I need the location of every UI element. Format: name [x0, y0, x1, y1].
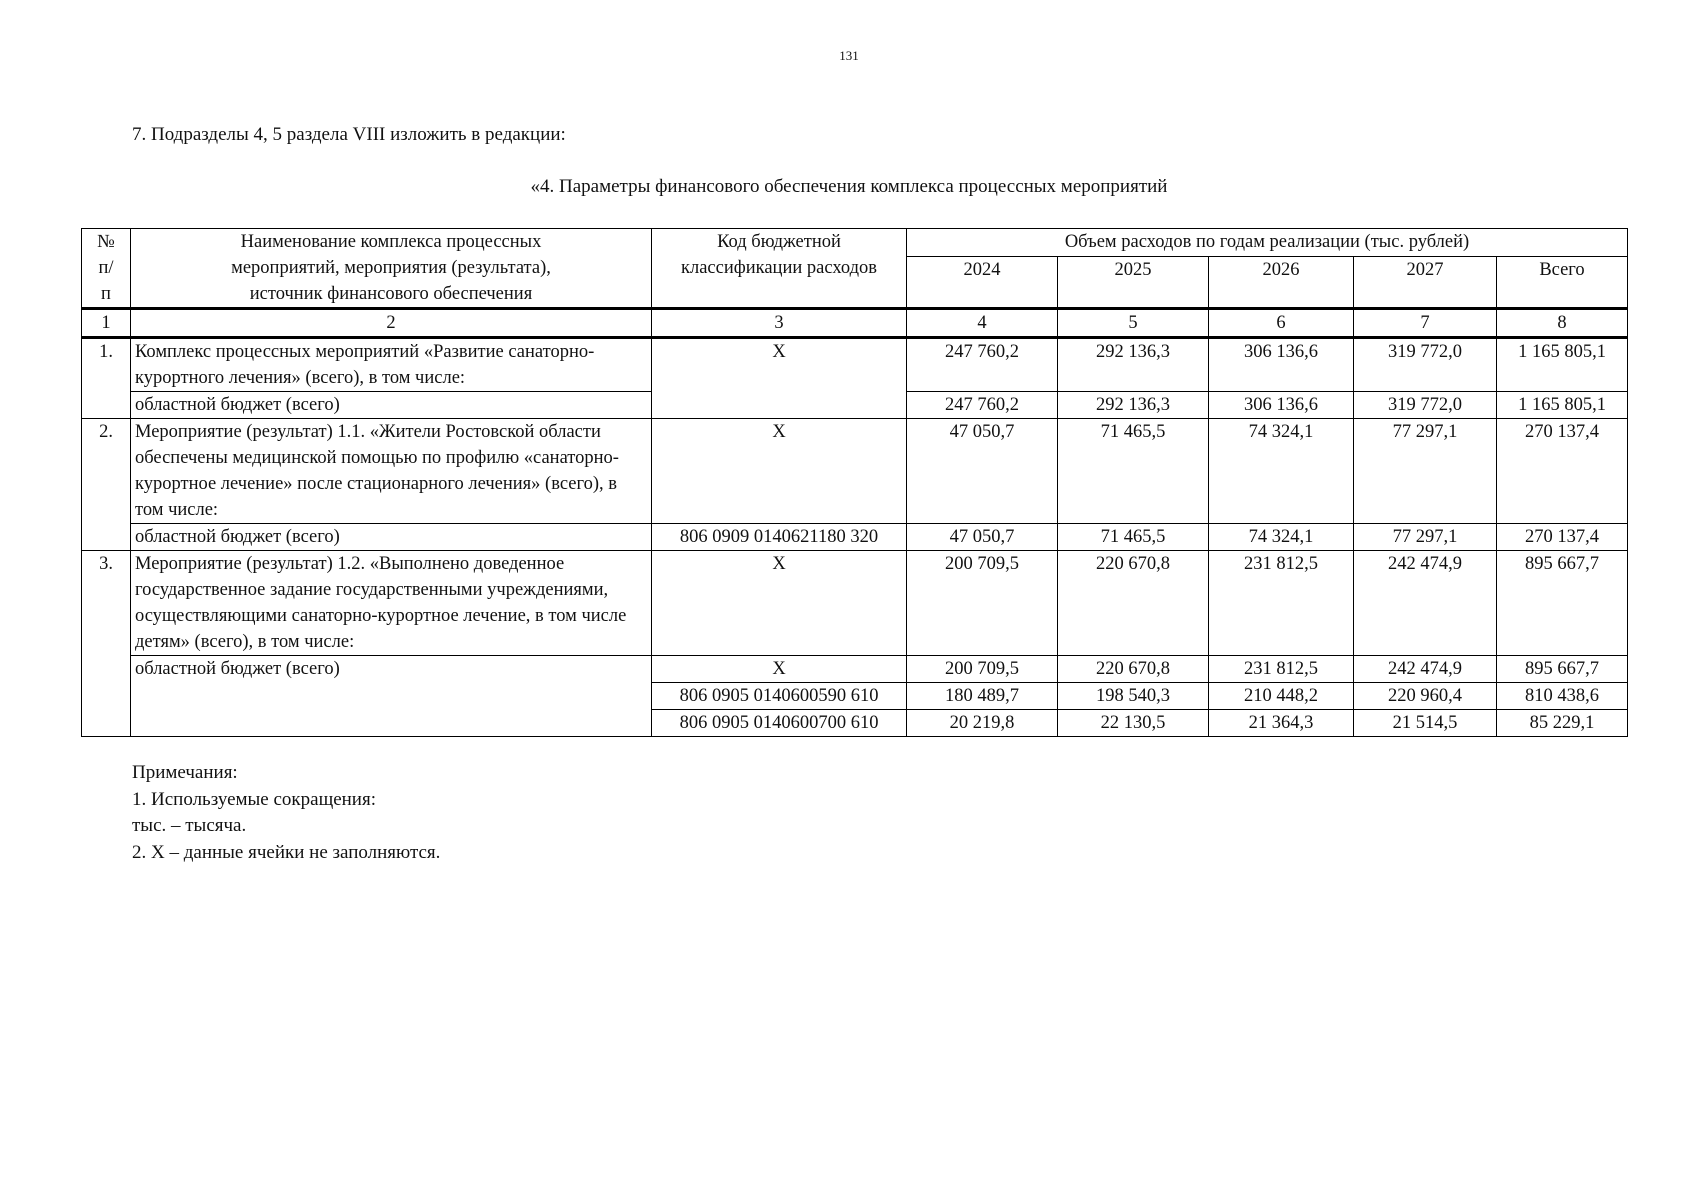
value-cell: 231 812,5	[1209, 551, 1354, 656]
finance-table	[81, 228, 1628, 737]
value-cell: 71 465,5	[1058, 419, 1209, 524]
row-name: областной бюджет (всего)	[131, 524, 652, 551]
notes-heading: Примечания:	[132, 762, 238, 783]
total-cell: 1 165 805,1	[1497, 338, 1628, 392]
value-cell: 319 772,0	[1354, 338, 1497, 392]
column-number: 3	[652, 309, 907, 338]
row-name: Мероприятие (результат) 1.1. «Жители Ростовской области обеспечены медицинской помощью по профилю «санаторно-курортное лечение» после стационарного лечения» (всего), в том числе:	[131, 419, 652, 524]
table-title: «4. Параметры финансового обеспечения комплекса процессных мероприятий	[530, 176, 1168, 197]
row-code: 806 0905 0140600700 610	[652, 710, 907, 737]
value-cell: 306 136,6	[1209, 392, 1354, 419]
total-cell: 270 137,4	[1497, 524, 1628, 551]
value-cell: 71 465,5	[1058, 524, 1209, 551]
header-name: Наименование комплекса процессных мероприятий, мероприятия (результата), источник финансового обеспечения	[131, 229, 652, 309]
column-number: 2	[131, 309, 652, 338]
value-cell: 22 130,5	[1058, 710, 1209, 737]
value-cell: 231 812,5	[1209, 656, 1354, 683]
row-name: Комплекс процессных мероприятий «Развитие санаторно-курортного лечения» (всего), в том числе:	[131, 338, 652, 392]
value-cell: 319 772,0	[1354, 392, 1497, 419]
value-cell: 74 324,1	[1209, 524, 1354, 551]
total-cell: 270 137,4	[1497, 419, 1628, 524]
note-item: 1. Используемые сокращения:	[132, 788, 376, 810]
total-cell: 895 667,7	[1497, 551, 1628, 656]
value-cell: 200 709,5	[907, 551, 1058, 656]
row-name: областной бюджет (всего)	[131, 656, 652, 737]
column-number: 4	[907, 309, 1058, 338]
header-year: 2025	[1058, 257, 1209, 309]
value-cell: 247 760,2	[907, 338, 1058, 392]
column-number: 5	[1058, 309, 1209, 338]
note-item: 2. X – данные ячейки не заполняются.	[132, 841, 441, 863]
total-cell: 895 667,7	[1497, 656, 1628, 683]
row-code: X	[652, 419, 907, 524]
header-row-1	[82, 229, 1628, 257]
row-code: 806 0905 0140600590 610	[652, 683, 907, 710]
row-name: Мероприятие (результат) 1.2. «Выполнено доведенное государственное задание государственными учреждениями, осуществляющими санаторно-курортное лечение, в том числе детям» (всего), в том числе:	[131, 551, 652, 656]
header-total: Всего	[1497, 257, 1628, 309]
intro-text: 7. Подразделы 4, 5 раздела VIII изложить в редакции:	[132, 124, 566, 145]
table-row	[82, 419, 1628, 524]
value-cell: 220 670,8	[1058, 656, 1209, 683]
header-year: 2027	[1354, 257, 1497, 309]
column-number: 6	[1209, 309, 1354, 338]
page-number: 131	[839, 48, 859, 63]
total-cell: 1 165 805,1	[1497, 392, 1628, 419]
value-cell: 292 136,3	[1058, 338, 1209, 392]
value-cell: 198 540,3	[1058, 683, 1209, 710]
header-year: 2024	[907, 257, 1058, 309]
row-number: 2.	[82, 419, 131, 551]
table-row	[82, 524, 1628, 551]
value-cell: 306 136,6	[1209, 338, 1354, 392]
row-number: 3.	[82, 551, 131, 737]
note-item: тыс. – тысяча.	[132, 815, 247, 836]
value-cell: 47 050,7	[907, 524, 1058, 551]
value-cell: 242 474,9	[1354, 551, 1497, 656]
header-year: 2026	[1209, 257, 1354, 309]
value-cell: 200 709,5	[907, 656, 1058, 683]
value-cell: 77 297,1	[1354, 524, 1497, 551]
value-cell: 210 448,2	[1209, 683, 1354, 710]
value-cell: 77 297,1	[1354, 419, 1497, 524]
column-number: 8	[1497, 309, 1628, 338]
row-code: X	[652, 338, 907, 419]
total-cell: 85 229,1	[1497, 710, 1628, 737]
header-volume: Объем расходов по годам реализации (тыс. рублей)	[907, 229, 1628, 257]
notes	[132, 760, 440, 866]
total-cell: 810 438,6	[1497, 683, 1628, 710]
value-cell: 180 489,7	[907, 683, 1058, 710]
value-cell: 20 219,8	[907, 710, 1058, 737]
column-number: 1	[82, 309, 131, 338]
table-row	[82, 551, 1628, 656]
table-row	[82, 656, 1628, 683]
value-cell: 21 364,3	[1209, 710, 1354, 737]
header-code: Код бюджетной классификации расходов	[652, 229, 907, 309]
value-cell: 21 514,5	[1354, 710, 1497, 737]
row-code: X	[652, 551, 907, 656]
value-cell: 74 324,1	[1209, 419, 1354, 524]
value-cell: 47 050,7	[907, 419, 1058, 524]
row-number: 1.	[82, 338, 131, 419]
row-name: областной бюджет (всего)	[131, 392, 652, 419]
row-code: 806 0909 0140621180 320	[652, 524, 907, 551]
header-num: № п/п	[82, 229, 131, 309]
row-code: X	[652, 656, 907, 683]
column-number: 7	[1354, 309, 1497, 338]
value-cell: 292 136,3	[1058, 392, 1209, 419]
value-cell: 220 670,8	[1058, 551, 1209, 656]
column-number-row	[82, 309, 1628, 338]
value-cell: 247 760,2	[907, 392, 1058, 419]
value-cell: 220 960,4	[1354, 683, 1497, 710]
value-cell: 242 474,9	[1354, 656, 1497, 683]
table-row	[82, 338, 1628, 392]
